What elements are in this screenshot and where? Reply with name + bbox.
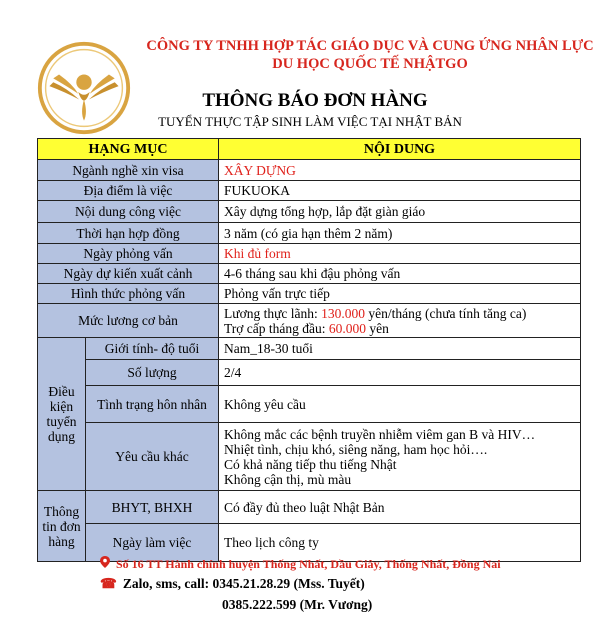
page-subtitle: TUYỂN THỰC TẬP SINH LÀM VIỆC TẠI NHẬT BẢN xyxy=(158,114,462,129)
row-value: Không yêu cầu xyxy=(219,386,581,423)
contact-line-2: 0385.222.599 (Mr. Vương) xyxy=(222,597,373,612)
allowance-amount: 60.000 xyxy=(328,320,367,336)
requirement-line: Có khả năng tiếp thu tiếng Nhật xyxy=(224,456,397,472)
row-label: Hình thức phỏng vấn xyxy=(38,284,219,304)
row-label: Ngày phỏng vấn xyxy=(38,244,219,264)
table-row xyxy=(38,201,581,223)
row-value: XÂY DỰNG xyxy=(219,160,581,181)
row-value: 4-6 tháng sau khi đậu phỏng vấn xyxy=(219,264,581,284)
company-address: Số 16 TT Hành chính huyện Thống Nhất, Dầu Giây, Thống Nhất, Đồng Nai xyxy=(100,556,501,572)
other-requirements-row xyxy=(38,423,581,491)
salary-amount: 130.000 xyxy=(321,305,366,321)
row-value: Xây dựng tổng hợp, lắp đặt giàn giáo xyxy=(219,201,581,223)
row-value: Nam_18-30 tuổi xyxy=(219,338,581,360)
table-row xyxy=(38,160,581,181)
other-requirements-value xyxy=(219,423,581,491)
salary-value xyxy=(219,304,581,338)
row-label: BHYT, BHXH xyxy=(86,491,219,524)
table-header-row xyxy=(38,139,581,160)
row-label: Ngày làm việc xyxy=(86,524,219,562)
order-info-group-label: Thông tin đơn hàng xyxy=(38,491,86,562)
company-name-line2: DU HỌC QUỐC TẾ NHẬTGO xyxy=(272,56,468,72)
table-row xyxy=(38,244,581,264)
salary-line-2: Trợ cấp tháng đầu: 60.000 yên xyxy=(224,320,389,336)
salary-label: Mức lương cơ bản xyxy=(38,304,219,338)
row-value: FUKUOKA xyxy=(219,181,581,201)
order-table xyxy=(37,138,581,562)
column-header-category: HẠNG MỤC xyxy=(38,139,219,160)
table-row xyxy=(38,284,581,304)
row-value: Theo lịch công ty xyxy=(219,524,581,562)
table-row xyxy=(38,491,581,524)
row-label: Địa điểm là việc xyxy=(38,181,219,201)
table-row xyxy=(38,360,581,386)
row-value: Có đầy đủ theo luật Nhật Bản xyxy=(219,491,581,524)
row-value: 3 năm (có gia hạn thêm 2 năm) xyxy=(219,223,581,244)
row-label: Yêu cầu khác xyxy=(86,423,219,491)
contact-line-1: ☎ Zalo, sms, call: 0345.21.28.29 (Mss. Tuyết) xyxy=(100,576,365,591)
location-pin-icon xyxy=(100,556,110,572)
row-label: Ngành nghề xin visa xyxy=(38,160,219,181)
row-value: Khi đủ form xyxy=(219,244,581,264)
column-header-content: NỘI DUNG xyxy=(219,139,581,160)
table-row xyxy=(38,223,581,244)
conditions-group-label: Điều kiện tuyển dụng xyxy=(38,338,86,491)
row-label: Tình trạng hôn nhân xyxy=(86,386,219,423)
requirement-line: Không cận thị, mù màu xyxy=(224,471,352,487)
company-name-line1: CÔNG TY TNHH HỢP TÁC GIÁO DỤC VÀ CUNG ỨNG NHÂN LỰC xyxy=(146,38,594,54)
salary-line-1: Lương thực lãnh: 130.000 yên/tháng (chưa tính tăng ca) xyxy=(224,305,527,321)
row-label: Nội dung công việc xyxy=(38,201,219,223)
row-label: Giới tính- độ tuổi xyxy=(86,338,219,360)
row-value: 2/4 xyxy=(219,360,581,386)
requirement-line: Không mắc các bệnh truyền nhiễm viêm gan B và HIV… xyxy=(224,426,536,442)
requirement-line: Nhiệt tình, chịu khó, siêng năng, ham học hỏi…. xyxy=(224,441,488,457)
salary-row xyxy=(38,304,581,338)
company-logo xyxy=(36,40,132,136)
row-label: Ngày dự kiến xuất cảnh xyxy=(38,264,219,284)
phone-icon: ☎ xyxy=(100,576,117,591)
page-title: THÔNG BÁO ĐƠN HÀNG xyxy=(202,90,428,111)
row-label: Thời hạn hợp đồng xyxy=(38,223,219,244)
table-row xyxy=(38,181,581,201)
table-row xyxy=(38,338,581,360)
row-label: Số lượng xyxy=(86,360,219,386)
table-row xyxy=(38,386,581,423)
table-row xyxy=(38,264,581,284)
row-value: Phỏng vấn trực tiếp xyxy=(219,284,581,304)
